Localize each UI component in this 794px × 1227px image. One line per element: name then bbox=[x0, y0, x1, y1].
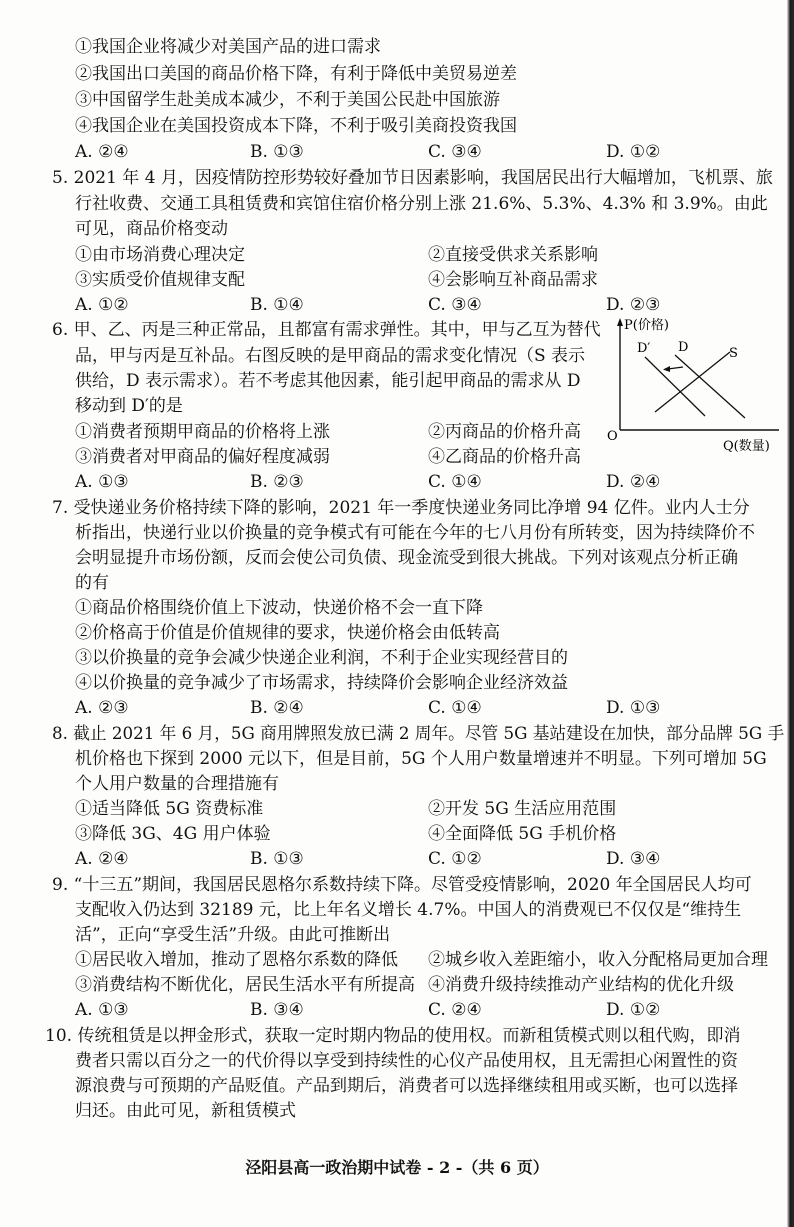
q5-option-3: ③实质受价值规律支配 bbox=[75, 270, 245, 290]
q7-stem-line-2: 析指出，快递行业以价换量的竞争模式有可能在今年的七八月份有所转变，因为持续降价不 bbox=[75, 523, 755, 543]
q8-stem-line-3: 个人用户数量的合理措施有 bbox=[75, 774, 279, 794]
q10-stem-line-2: 费者只需以百分之一的代价得以享受到持续性的心仪产品使用权，且无需担心闲置性的资 bbox=[75, 1051, 738, 1071]
scan-edge-shadow bbox=[787, 0, 794, 1227]
q5-option-2: ②直接受供求关系影响 bbox=[428, 245, 598, 265]
q4-option-3: ③中国留学生赴美成本减少，不利于美国公民赴中国旅游 bbox=[75, 90, 500, 110]
label-d: D bbox=[678, 340, 689, 355]
q5-choice-c: C. ③④ bbox=[428, 295, 482, 315]
q5-stem-line-1: 5. 2021 年 4 月，因疫情防控形势较好叠加节日因素影响，我国居民出行大幅增加，飞机票、旅 bbox=[52, 168, 773, 188]
q6-choice-b: B. ②③ bbox=[250, 472, 304, 492]
q7-choice-c: C. ①④ bbox=[428, 698, 482, 718]
q8-stem-line-1: 8. 截止 2021 年 6 月，5G 商用牌照发放已满 2 周年。尽管 5G 基站建设在加快，部分品牌 5G 手 bbox=[52, 724, 785, 744]
q8-option-2: ②开发 5G 生活应用范围 bbox=[428, 799, 617, 819]
curve-d-prime bbox=[645, 357, 705, 416]
q6-option-2: ②丙商品的价格升高 bbox=[428, 422, 581, 442]
q9-stem-line-1: 9. “十三五”期间，我国居民恩格尔系数持续下降。尽管受疫情影响，2020 年全国居民人均可 bbox=[52, 875, 752, 895]
q6-stem-line-4: 移动到 D′的是 bbox=[75, 396, 183, 416]
q9-option-4: ④消费升级持续推动产业结构的优化升级 bbox=[428, 975, 734, 995]
q5-option-4: ④会影响互补商品需求 bbox=[428, 270, 598, 290]
q7-stem-line-4: 的有 bbox=[75, 573, 109, 593]
q9-choice-c: C. ②④ bbox=[428, 1000, 482, 1020]
q8-option-1: ①适当降低 5G 资费标准 bbox=[75, 799, 264, 819]
q8-option-3: ③降低 3G、4G 用户体验 bbox=[75, 824, 271, 844]
q10-stem-line-4: 归还。由此可见，新租赁模式 bbox=[75, 1101, 296, 1121]
q5-stem-line-3: 可见，商品价格变动 bbox=[75, 219, 228, 239]
q7-choice-a: A. ②③ bbox=[75, 698, 129, 718]
q9-choice-b: B. ③④ bbox=[250, 1000, 304, 1020]
q9-option-2: ②城乡收入差距缩小，收入分配格局更加合理 bbox=[428, 950, 768, 970]
q8-choice-b: B. ①③ bbox=[250, 849, 304, 869]
q8-choice-a: A. ②④ bbox=[75, 849, 129, 869]
q8-option-4: ④全面降低 5G 手机价格 bbox=[428, 824, 617, 844]
x-axis-label: Q(数量) bbox=[723, 439, 770, 454]
q4-choice-d: D. ①② bbox=[606, 142, 661, 162]
q8-choice-d: D. ③④ bbox=[606, 849, 661, 869]
q5-stem-line-2: 行社收费、交通工具租赁费和宾馆住宿价格分别上涨 21.6%、5.3%、4.3% 和 3.9%。由此 bbox=[75, 194, 768, 214]
q6-choice-c: C. ①④ bbox=[428, 472, 482, 492]
q7-option-4: ④以价换量的竞争减少了市场需求，持续降价会影响企业经济效益 bbox=[75, 673, 568, 693]
q7-stem-line-1: 7. 受快递业务价格持续下降的影响，2021 年一季度快递业务同比净增 94 亿件。业内人士分 bbox=[52, 498, 750, 518]
shift-arrow bbox=[668, 367, 683, 369]
q8-stem-line-2: 机价格也下探到 2000 元以下，但是目前，5G 个人用户数量增速并不明显。下列可增加 5G bbox=[75, 749, 767, 769]
supply-demand-graph bbox=[605, 312, 790, 462]
q6-stem-line-2: 品，甲与丙是互补品。右图反映的是甲商品的需求变化情况（S 表示 bbox=[75, 346, 586, 366]
label-s: S bbox=[729, 346, 738, 361]
q7-choice-b: B. ②④ bbox=[250, 698, 304, 718]
page-footer: 泾阳县高一政治期中试卷 - 2 -（共 6 页） bbox=[245, 1158, 549, 1177]
q7-option-1: ①商品价格围绕价值上下波动，快递价格不会一直下降 bbox=[75, 598, 483, 618]
q4-choice-a: A. ②④ bbox=[75, 142, 129, 162]
q9-stem-line-2: 支配收入仍达到 32189 元，比上年名义增长 4.7%。中国人的消费观已不仅仅是“维持生 bbox=[75, 900, 742, 920]
q4-option-1: ①我国企业将减少对美国产品的进口需求 bbox=[75, 37, 381, 57]
q6-choice-d: D. ②④ bbox=[606, 472, 661, 492]
q5-choice-d: D. ②③ bbox=[606, 295, 661, 315]
label-d-prime: D′ bbox=[637, 341, 651, 356]
q9-choice-a: A. ①③ bbox=[75, 1000, 129, 1020]
shift-arrow-head bbox=[663, 366, 670, 372]
q5-option-1: ①由市场消费心理决定 bbox=[75, 245, 245, 265]
curve-d bbox=[675, 355, 745, 418]
q4-choice-c: C. ③④ bbox=[428, 142, 482, 162]
q8-choice-c: C. ①② bbox=[428, 849, 482, 869]
q7-stem-line-3: 会明显提升市场份额，反而会使公司负债、现金流受到很大挑战。下列对该观点分析正确 bbox=[75, 548, 738, 568]
q9-option-1: ①居民收入增加，推动了恩格尔系数的降低 bbox=[75, 950, 398, 970]
y-axis-label: P(价格) bbox=[624, 318, 669, 333]
q4-choice-b: B. ①③ bbox=[250, 142, 304, 162]
q6-option-3: ③消费者对甲商品的偏好程度减弱 bbox=[75, 447, 330, 467]
q6-stem-line-1: 6. 甲、乙、丙是三种正常品，且都富有需求弹性。其中，甲与乙互为替代 bbox=[52, 320, 601, 340]
q10-stem-line-3: 源浪费与可预期的产品贬值。产品到期后，消费者可以选择继续租用或买断，也可以选择 bbox=[75, 1076, 738, 1096]
q6-stem-line-3: 供给，D 表示需求）。若不考虑其他因素，能引起甲商品的需求从 D bbox=[75, 371, 581, 391]
q7-option-2: ②价格高于价值是价值规律的要求，快递价格会由低转高 bbox=[75, 623, 500, 643]
q4-option-2: ②我国出口美国的商品价格下降，有利于降低中美贸易逆差 bbox=[75, 64, 517, 84]
q4-option-4: ④我国企业在美国投资成本下降，不利于吸引美商投资我国 bbox=[75, 116, 517, 136]
y-axis-arrow bbox=[617, 318, 623, 326]
q9-stem-line-3: 活”，正向“享受生活”升级。由此可推断出 bbox=[75, 925, 391, 945]
q7-choice-d: D. ①③ bbox=[606, 698, 661, 718]
q10-stem-line-1: 10. 传统租赁是以押金形式，获取一定时期内物品的使用权。而新租赁模式则以租代购，即消 bbox=[45, 1026, 741, 1046]
q6-choice-a: A. ①③ bbox=[75, 472, 129, 492]
q9-choice-d: D. ①② bbox=[606, 1000, 661, 1020]
q5-choice-b: B. ①④ bbox=[250, 295, 304, 315]
q5-choice-a: A. ①② bbox=[75, 295, 129, 315]
q7-option-3: ③以价换量的竞争会减少快递企业利润，不利于企业实现经营目的 bbox=[75, 648, 568, 668]
q6-option-1: ①消费者预期甲商品的价格将上涨 bbox=[75, 422, 330, 442]
q9-option-3: ③消费结构不断优化，居民生活水平有所提高 bbox=[75, 975, 415, 995]
origin-label: O bbox=[607, 429, 618, 444]
q6-option-4: ④乙商品的价格升高 bbox=[428, 447, 581, 467]
